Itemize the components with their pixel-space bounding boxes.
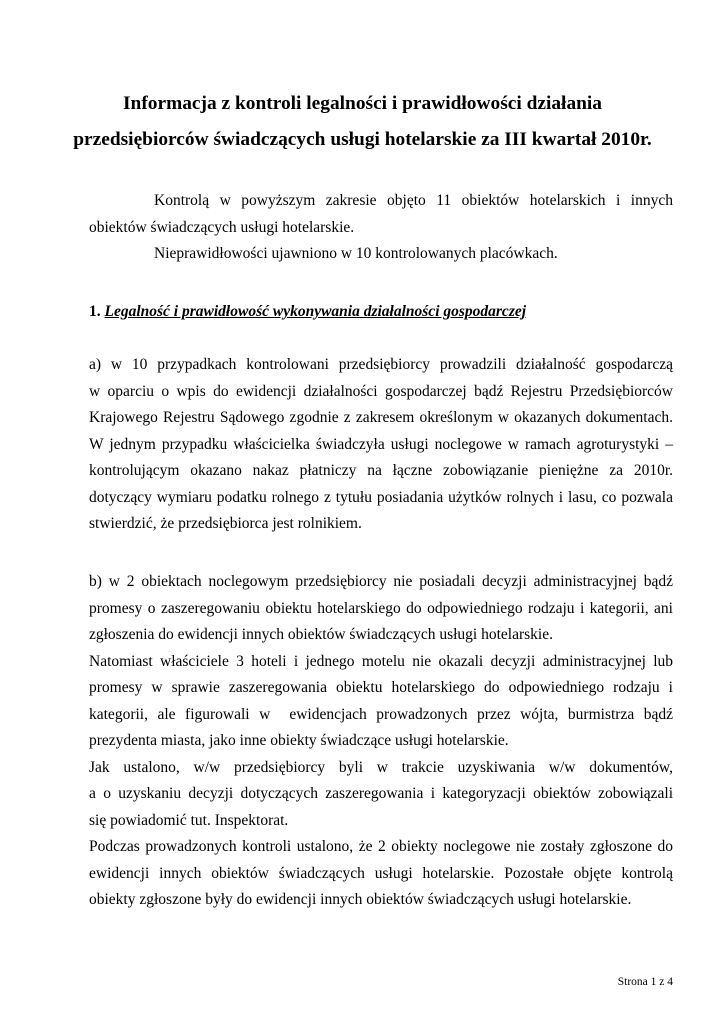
paragraph-a bbox=[89, 352, 673, 538]
paragraph-b-line: kategorii, ale figurowali w ewidencjach prowadzonych przez wójta, burmistrza bądź bbox=[89, 705, 673, 723]
paragraph-b-line: się powiadomić tut. Inspektorat. bbox=[89, 811, 289, 829]
section-1-title: Legalność i prawidłowość wykonywania działalności gospodarczej bbox=[104, 303, 527, 320]
paragraph-b bbox=[89, 569, 673, 914]
section-1-heading bbox=[89, 299, 526, 326]
paragraph-a-line: w oparciu o wpis do ewidencji działalności gospodarczej bądź Rejestru Przedsiębiorców bbox=[89, 382, 673, 400]
paragraph-b-line: promesy w sprawie zaszeregowania obiektu hotelarskiego do odpowiedniego rodzaju i bbox=[89, 679, 673, 696]
document-title bbox=[60, 86, 665, 158]
intro-line: Nieprawidłowości ujawniono w 10 kontrolowanych placówkach. bbox=[154, 245, 558, 262]
paragraph-a-line: kontrolującym okazano nakaz płatniczy na łączne zobowiązanie pieniężne za 2010r. bbox=[89, 462, 673, 479]
page-number-footer: Strona 1 z 4 bbox=[617, 976, 673, 988]
intro-paragraph bbox=[89, 188, 673, 268]
paragraph-b-line: ewidencji innych obiektów świadczących usługi hotelarskie. Pozostałe objęte kontrolą bbox=[89, 864, 673, 882]
paragraph-b-line: zgłoszenia do ewidencji innych obiektów świadczących usługi hotelarskie. bbox=[89, 626, 553, 643]
paragraph-b-line: Natomiast właściciele 3 hoteli i jednego motelu nie okazali decyzji administracyjnej lub bbox=[89, 652, 673, 670]
paragraph-a-line: W jednym przypadku właścicielka świadczyła usługi noclegowe w ramach agroturystyki – bbox=[89, 435, 673, 453]
paragraph-b-line: obiekty zgłoszone były do ewidencji innych obiektów świadczących usługi hotelarskie. bbox=[89, 891, 632, 908]
paragraph-a-line: Krajowego Rejestru Sądowego zgodnie z zakresem określonym w okazanych dokumentach. bbox=[89, 409, 673, 426]
paragraph-b-line: Podczas prowadzonych kontroli ustalono, że 2 obiekty noclegowe nie zostały zgłoszone do bbox=[89, 838, 673, 855]
paragraph-b-line: Jak ustalono, w/w przedsiębiorcy byli w trakcie uzyskiwania w/w dokumentów, bbox=[89, 758, 673, 776]
intro-line: Kontrolą w powyższym zakresie objęto 11 obiektów hotelarskich i innych bbox=[154, 192, 673, 209]
section-1-number: 1. bbox=[89, 303, 101, 320]
paragraph-a-line: stwierdzić, że przedsiębiorca jest rolnikiem. bbox=[89, 515, 362, 532]
paragraph-b-line: b) w 2 obiektach noclegowym przedsiębiorcy nie posiadali decyzji administracyjnej bądź bbox=[89, 573, 673, 590]
intro-line: obiektów świadczących usługi hotelarskie. bbox=[89, 218, 355, 236]
paragraph-b-line: a o uzyskaniu decyzji dotyczących zaszeregowania i kategoryzacji obiektów zobowiązali bbox=[89, 785, 673, 802]
paragraph-b-line: prezydenta miasta, jako inne obiekty świadczące usługi hotelarskie. bbox=[89, 732, 509, 749]
paragraph-a-line: a) w 10 przypadkach kontrolowani przedsiębiorcy prowadzili działalność gospodarczą bbox=[89, 356, 673, 373]
title-line-1: Informacja z kontroli legalności i prawidłowości działania bbox=[122, 93, 603, 114]
paragraph-a-line: dotyczący wymiaru podatku rolnego z tytułu posiadania użytków rolnych i lasu, co pozwala bbox=[89, 488, 673, 506]
title-line-2: przedsiębiorców świadczących usługi hotelarskie za III kwartał 2010r. bbox=[73, 129, 652, 150]
paragraph-b-line: promesy o zaszeregowaniu obiektu hotelarskiego do odpowiedniego rodzaju i kategorii, ani bbox=[89, 599, 673, 617]
